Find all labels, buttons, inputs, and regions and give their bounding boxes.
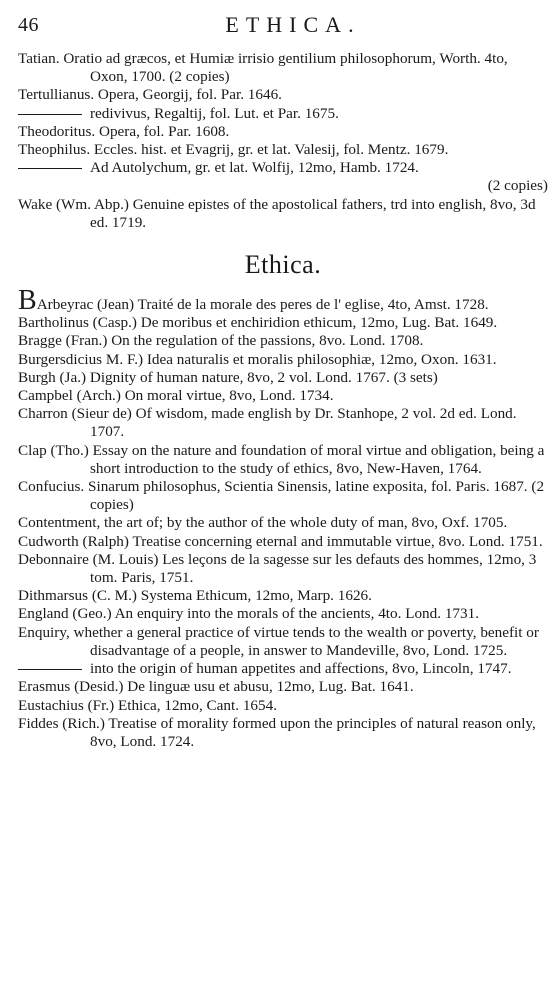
catalog-entry-text: Burgersdicius M. F.) Idea naturalis et moralis philosophiæ, 12mo, Oxon. 1631.: [18, 350, 497, 368]
catalog-entry-text: Clap (Tho.) Essay on the nature and foundation of moral virtue and obligation, being a short introduction to the study of ethics, 8vo, New-Haven, 1764.: [18, 441, 545, 477]
catalog-entry: [18, 50, 548, 86]
catalog-entry-continuation: [18, 159, 548, 195]
catalog-entry-text: Arbeyrac (Jean) Traité de la morale des peres de l' eglise, 4to, Amst. 1728.: [36, 296, 489, 314]
catalog-entry: [18, 697, 548, 715]
drop-cap: B: [18, 285, 37, 317]
page-header: [18, 10, 548, 50]
catalog-entry-text: Fiddes (Rich.) Treatise of morality formed upon the principles of natural reason only, 8vo, Lond. 1724.: [18, 714, 536, 750]
catalog-entry: [18, 533, 548, 551]
catalog-entry-text: England (Geo.) An enquiry into the morals of the ancients, 4to. Lond. 1731.: [18, 605, 480, 623]
catalog-entry-text: Theodoritus. Opera, fol. Par. 1608.: [18, 122, 230, 140]
catalog-entry-text: redivivus, Regaltij, fol. Lut. et Par. 1675.: [90, 104, 339, 122]
catalog-entry-text: into the origin of human appetites and affections, 8vo, Lincoln, 1747.: [90, 660, 512, 678]
catalog-entry: [18, 369, 548, 387]
section-title: Ethica.: [244, 250, 322, 280]
catalog-entry: [18, 678, 548, 696]
catalog-entry-text: Tertullianus. Opera, Georgij, fol. Par. 1646.: [18, 86, 282, 104]
catalog-entry-text: Bragge (Fran.) On the regulation of the passions, 8vo. Lond. 1708.: [18, 332, 424, 350]
catalog-entry: [18, 86, 548, 104]
catalog-entry: [18, 624, 548, 660]
ethica-entry-list: [18, 285, 548, 751]
catalog-entry: [18, 332, 548, 350]
catalog-entry: [18, 123, 548, 141]
catalog-entry-text: Eustachius (Fr.) Ethica, 12mo, Cant. 1654.: [18, 696, 277, 714]
catalog-entry: [18, 715, 548, 751]
top-entry-list: [18, 50, 548, 232]
catalog-entry: [18, 405, 548, 441]
catalog-entry-text: Campbel (Arch.) On moral virtue, 8vo, Lond. 1734.: [18, 387, 334, 405]
catalog-entry-text: Tatian. Oratio ad græcos, et Humiæ irrisio gentilium philosophorum, Worth. 4to, Oxon, 1700. (2 copies): [18, 50, 508, 86]
catalog-entry: [18, 551, 548, 587]
catalog-entry-text: Erasmus (Desid.) De linguæ usu et abusu, 12mo, Lug. Bat. 1641.: [18, 678, 414, 696]
catalog-entry: [18, 141, 548, 159]
page-number: 46: [18, 14, 39, 36]
catalog-entry-text: Cudworth (Ralph) Treatise concerning eternal and immutable virtue, 8vo. Lond. 1751.: [18, 532, 543, 550]
catalog-entry: [18, 478, 548, 514]
catalog-entry-text: Confucius. Sinarum philosophus, Scientia Sinensis, latine exposita, fol. Paris. 1687. (2 copies): [18, 478, 545, 514]
catalog-entry: [18, 196, 548, 232]
catalog-entry-text: Theophilus. Eccles. hist. et Evagrij, gr. et lat. Valesij, fol. Mentz. 1679.: [18, 141, 449, 159]
catalog-entry: [18, 351, 548, 369]
catalog-entry: [18, 605, 548, 623]
catalog-entry-text: Dithmarsus (C. M.) Systema Ethicum, 12mo, Marp. 1626.: [18, 587, 372, 605]
catalog-entry: [18, 314, 548, 332]
catalog-entry-text: Bartholinus (Casp.) De moribus et enchiridion ethicum, 12mo, Lug. Bat. 1649.: [18, 314, 498, 332]
ditto-dash: [18, 669, 82, 670]
catalog-entry-continuation: [18, 105, 548, 123]
catalog-entry: [18, 514, 548, 532]
catalog-entry-text: Debonnaire (M. Louis) Les leçons de la sagesse sur les defauts des hommes, 12mo, 3 tom. Paris, 1751.: [18, 550, 537, 587]
running-head: ETHICA.: [225, 12, 361, 37]
catalog-entry: [18, 442, 548, 478]
ethica-entries: [18, 314, 548, 751]
catalog-entry-text: Enquiry, whether a general practice of virtue tends to the wealth or poverty, benefit or disadvantage of a people, in answer to Mandeville, 8vo, Lond. 1725.: [18, 623, 539, 659]
catalog-entry-text: Ad Autolychum, gr. et lat. Wolfij, 12mo, Hamb. 1724.: [90, 159, 419, 177]
ditto-dash: [18, 168, 82, 169]
catalog-entry-note: (2 copies): [487, 177, 548, 195]
catalog-entry-text: Contentment, the art of; by the author of the whole duty of man, 8vo, Oxf. 1705.: [18, 514, 508, 532]
catalog-entry-text: Burgh (Ja.) Dignity of human nature, 8vo, 2 vol. Lond. 1767. (3 sets): [18, 368, 438, 386]
catalog-entry: [18, 587, 548, 605]
catalog-entry-continuation: [18, 660, 548, 678]
catalog-entry-text: Wake (Wm. Abp.) Genuine epistes of the apostolical fathers, trd into english, 8vo, 3d ed. 1719.: [18, 195, 536, 231]
catalog-entry-first: [18, 285, 548, 317]
ditto-dash: [18, 114, 82, 115]
catalog-entry: [18, 387, 548, 405]
catalog-entry-text: Charron (Sieur de) Of wisdom, made english by Dr. Stanhope, 2 vol. 2d ed. Lond. 1707.: [18, 405, 517, 441]
